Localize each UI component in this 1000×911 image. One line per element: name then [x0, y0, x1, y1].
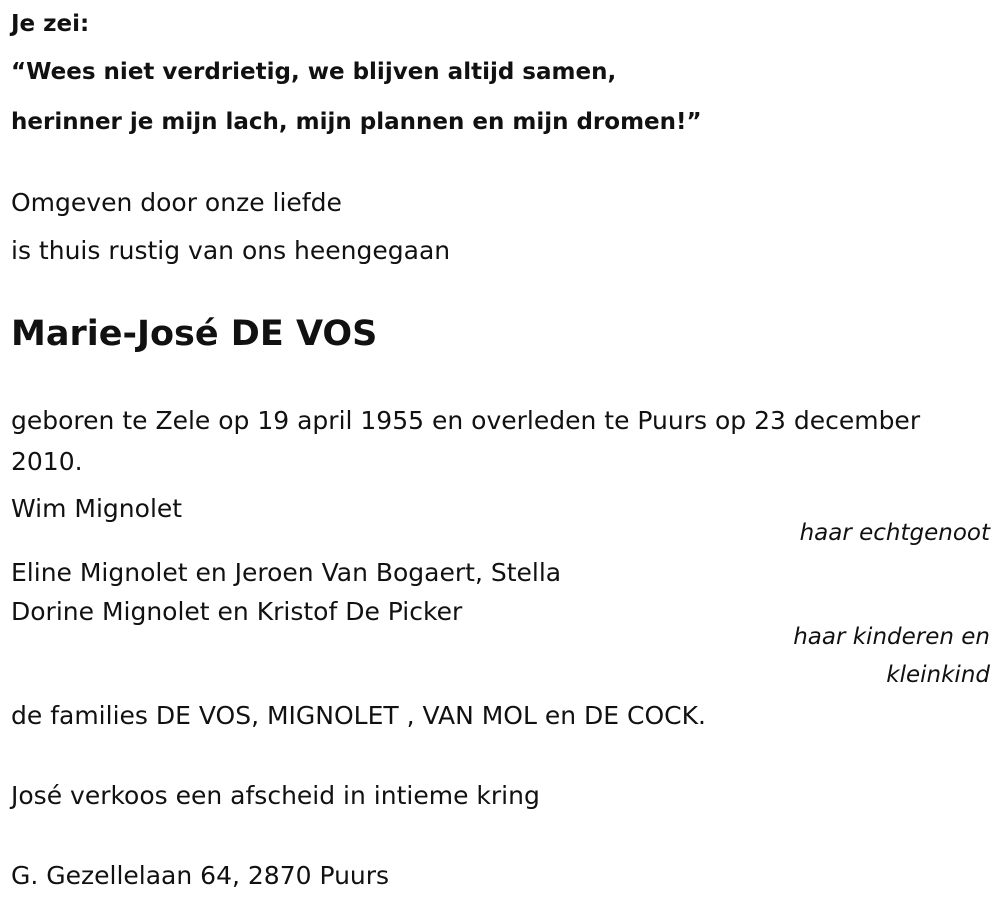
families: de families DE VOS, MIGNOLET , VAN MOL en DE COCK. [11, 701, 706, 730]
children-role-line-1: haar kinderen en [793, 624, 990, 650]
address: G. Gezellelaan 64, 2870 Puurs [11, 861, 390, 890]
announcement-line-2: is thuis rustig van ons heengegaan [11, 236, 451, 265]
spouse-role: haar echtgenoot [799, 520, 990, 546]
announcement-line-1: Omgeven door onze liefde [11, 188, 342, 217]
life-dates: geboren te Zele op 19 april 1955 en overleden te Puurs op 23 december 2010. [11, 406, 921, 476]
quote-line-1: “Wees niet verdrietig, we blijven altijd samen, [11, 59, 617, 85]
quote-line-2: herinner je mijn lach, mijn plannen en mijn dromen!” [11, 109, 702, 135]
child-2: Dorine Mignolet en Kristof De Picker [11, 597, 463, 626]
quote-intro: Je zei: [11, 11, 90, 37]
farewell-note: José verkoos een afscheid in intieme kring [11, 781, 540, 810]
spouse-name: Wim Mignolet [11, 494, 183, 523]
deceased-name: Marie-José DE VOS [11, 314, 378, 354]
children-role-line-2: kleinkind [886, 662, 990, 688]
child-1: Eline Mignolet en Jeroen Van Bogaert, Stella [11, 558, 562, 587]
